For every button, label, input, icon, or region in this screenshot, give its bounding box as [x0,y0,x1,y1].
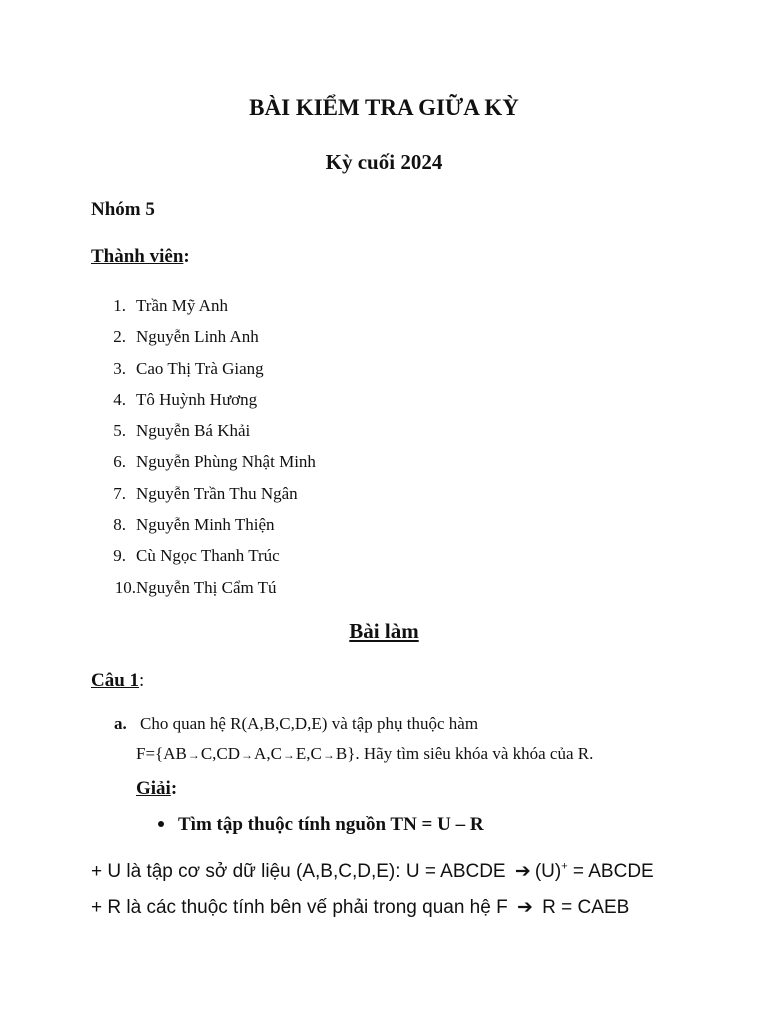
member-name: Cù Ngọc Thanh Trúc [136,546,280,566]
fd-part: F={AB [136,744,187,763]
fd-part: E,C [295,744,322,763]
question-heading [91,670,144,692]
member-name: Nguyễn Linh Anh [136,327,259,347]
solution-line-2-result: R = CAEB [536,897,630,918]
page-title: BÀI KIỂM TRA GIỮA KỲ [249,95,519,120]
fd-part: C,CD [200,744,241,763]
list-number: 9. [113,546,126,566]
solution-line-1-text: + U là tập cơ sở dữ liệu (A,B,C,D,E): U = ABCDE [91,861,506,882]
member-name: Nguyễn Thị Cẩm Tú [136,577,277,597]
list-number: 2. [113,327,126,347]
bullet-icon [158,821,164,827]
question-colon: : [139,670,145,691]
list-number: 6. [113,452,126,472]
section-title: Bài làm [349,619,419,643]
solution-heading [136,778,177,800]
bullet-text: Tìm tập thuộc tính nguồn TN = U – R [178,814,484,835]
list-number: 4. [113,389,126,409]
question-label: Câu 1 [91,670,140,691]
group-label: Nhóm 5 [91,199,155,220]
question-text-line1: Cho quan hệ R(A,B,C,D,E) và tập phụ thuộc hàm [140,714,479,733]
list-number: 5. [113,421,126,441]
question-text-line2 [136,744,593,764]
arrow-right-icon: ➔ [516,897,533,918]
solution-line-1-u: (U) [534,861,562,882]
fd-part: B}. Hãy tìm siêu khóa và khóa của R. [335,744,594,763]
list-number: 3. [113,358,126,378]
fd-part: A,C [254,744,282,763]
bullet-item [158,814,484,836]
members-heading [91,246,190,268]
member-name: Nguyễn Trần Thu Ngân [136,483,298,503]
arrow-right-icon: → [282,748,295,762]
list-number: 10. [114,577,136,597]
solution-line-1 [91,860,654,883]
page-subtitle: Kỳ cuối 2024 [325,150,443,174]
closure-superscript: + [561,860,568,873]
members-heading-colon: : [183,246,190,267]
member-name: Trần Mỹ Anh [136,296,228,315]
member-name: Nguyễn Minh Thiện [136,515,275,535]
member-name: Nguyễn Phùng Nhật Minh [136,452,316,472]
solution-line-2 [91,896,629,919]
arrow-right-icon: → [187,748,200,762]
list-number: 8. [113,515,126,535]
arrow-right-icon: ➔ [514,861,531,882]
solution-line-2-text: + R là các thuộc tính bên vế phải trong quan hệ F [91,897,508,918]
member-name: Tô Huỳnh Hương [136,389,258,409]
solution-line-1-result: = ABCDE [567,861,654,882]
list-number: 7. [113,483,126,503]
part-label: a. [114,714,127,733]
list-number: 1. [113,296,126,315]
arrow-right-icon: → [241,748,254,762]
members-heading-text: Thành viên [91,246,184,267]
solution-label: Giải [136,778,171,799]
member-name: Cao Thị Trà Giang [136,358,264,378]
arrow-right-icon: → [322,748,335,762]
solution-colon: : [170,778,178,799]
member-name: Nguyễn Bá Khải [136,421,251,441]
